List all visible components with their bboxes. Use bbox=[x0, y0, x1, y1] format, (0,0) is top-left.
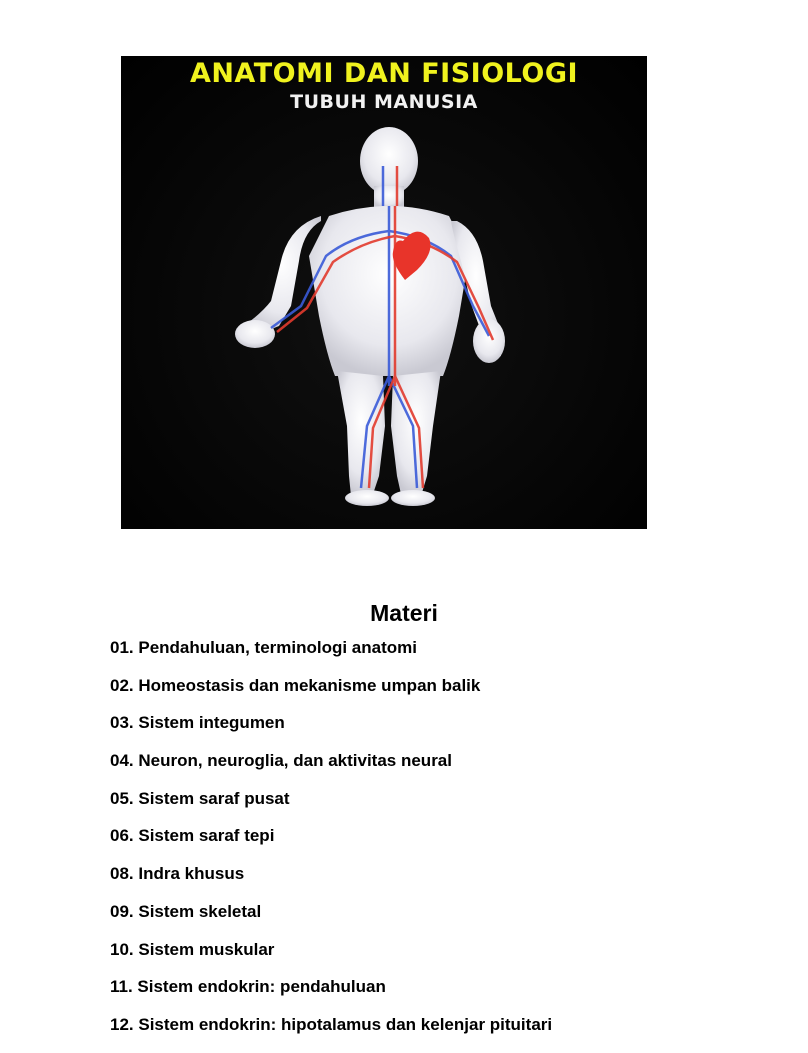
table-of-contents bbox=[110, 638, 552, 1053]
toc-item: 01. Pendahuluan, terminologi anatomi bbox=[110, 638, 417, 657]
toc-item: 10. Sistem muskular bbox=[110, 939, 275, 959]
toc-item: 09. Sistem skeletal bbox=[110, 901, 262, 921]
section-heading: Materi bbox=[370, 600, 438, 626]
toc-item: 04. Neuron, neuroglia, dan aktivitas neural bbox=[110, 751, 452, 771]
human-circulatory-figure bbox=[121, 56, 647, 529]
toc-item: 02. Homeostasis dan mekanisme umpan balik bbox=[110, 675, 481, 695]
toc-item: 11. Sistem endokrin: pendahuluan bbox=[110, 977, 386, 997]
toc-item: 06. Sistem saraf tepi bbox=[110, 826, 275, 846]
cover-subtitle: TUBUH MANUSIA bbox=[290, 91, 478, 113]
toc-item: 12. Sistem endokrin: hipotalamus dan kelenjar pituitari bbox=[110, 1014, 553, 1034]
toc-item: 08. Indra khusus bbox=[110, 864, 245, 884]
cover-title: ANATOMI DAN FISIOLOGI bbox=[189, 58, 579, 89]
toc-item: 03. Sistem integumen bbox=[110, 713, 285, 733]
cover-image bbox=[121, 56, 647, 529]
toc-item: 05. Sistem saraf pusat bbox=[110, 788, 290, 808]
